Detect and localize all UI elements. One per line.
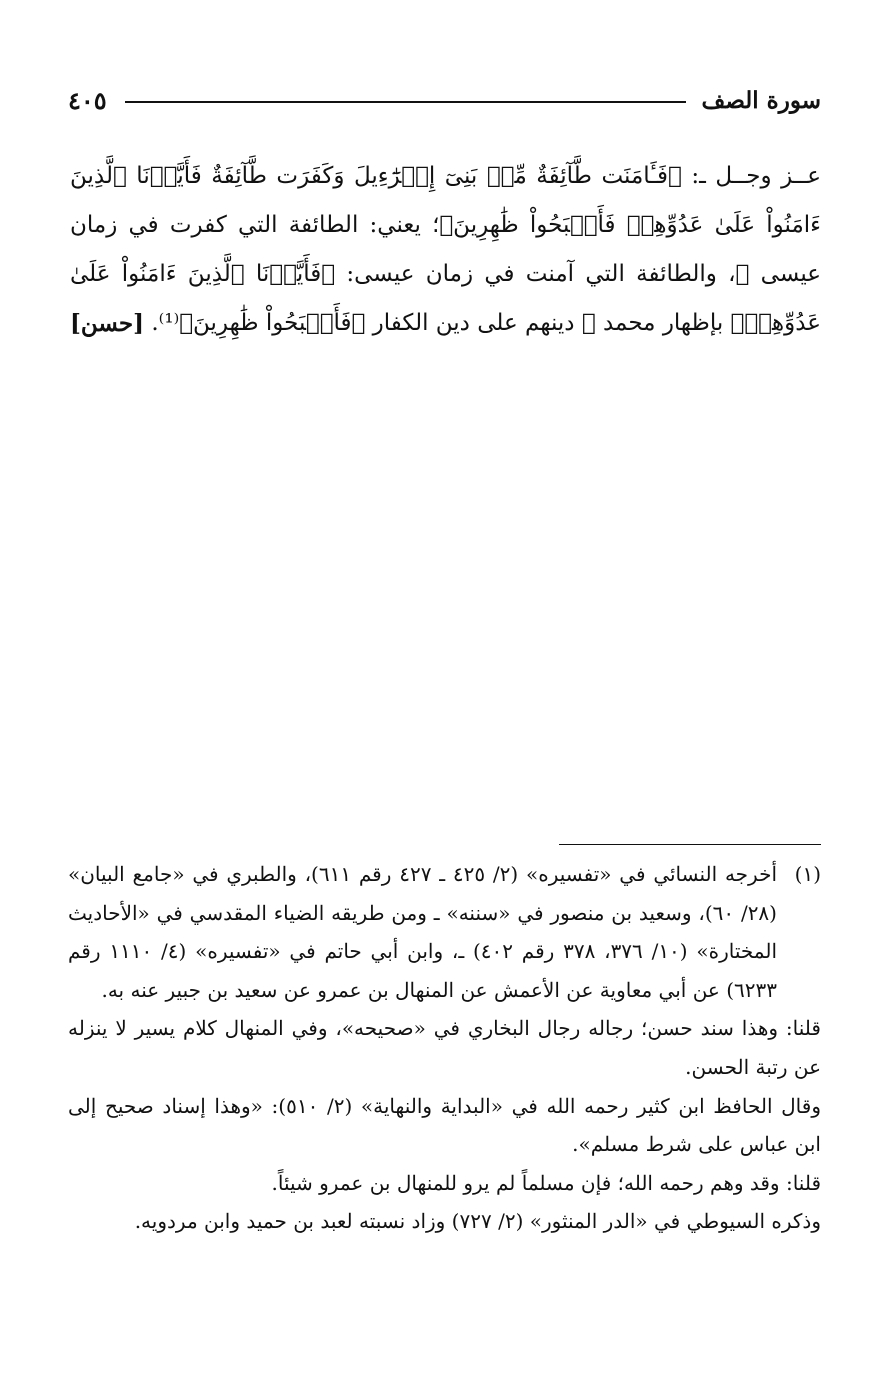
- footnote-number: (١): [794, 862, 821, 886]
- footnotes: [68, 855, 821, 1241]
- grade-label: [حسن]: [70, 310, 145, 337]
- footnote-1: [68, 855, 821, 1009]
- footnote-line: قلنا: وقد وهم رحمه الله؛ فإن مسلماً لم يرو للمنهال بن عمرو شيئاً.: [271, 1170, 821, 1195]
- main-paragraph: [70, 152, 821, 348]
- footnote-body: [68, 855, 777, 1009]
- footnote-separator: [559, 844, 821, 845]
- header-rule: [125, 101, 686, 103]
- surah-title: سورة الصف: [701, 86, 821, 114]
- footnote-line: قلنا: وهذا سند حسن؛ رجاله رجال البخاري في «صحيحه»، وفي المنهال كلام يسير لا ينزله عن رتبة الحسن.: [68, 1016, 821, 1079]
- footnote-line: وقال الحافظ ابن كثير رحمه الله في «البداية والنهاية» (٢/ ٥١٠): «وهذا إسناد صحيح إلى ابن عباس على شرط مسلم».: [68, 1093, 821, 1157]
- main-text: [70, 152, 821, 348]
- footnote-line: وذكره السيوطي في «الدر المنثور» (٢/ ٧٢٧) وزاد نسبته لعبد بن حميد وابن مردويه.: [134, 1209, 821, 1234]
- main-paragraph-text: عــز وجــل ـ: ﴿فَـَٔامَنَت طَّآئِفَةٌ مِّنۢ بَنِىٓ إِسۡرَٰٓءِيلَ وَكَفَرَت طَّآئِفَةٌ فَأَيَّدۡنَا ٱلَّذِينَ ءَامَنُواْ عَلَىٰ عَدُوِّهِمۡ فَأَصۡبَحُواْ ظَٰهِرِينَ﴾؛ يعني: الطائفة التي كفرت في زمان عيسى ﷺ، والطائفة التي آمنت في زمان عيسى: ﴿فَأَيَّدۡنَا ٱلَّذِينَ ءَامَنُواْ عَلَىٰ عَدُوِّهِمۡ﴾ بإظهار محمد ﷺ دينهم على دين الكفار ﴿فَأَصۡبَحُواْ ظَٰهِرِينَ﴾⁽¹⁾.: [70, 163, 821, 336]
- page-number: ٤٠٥: [68, 85, 107, 115]
- page-header: [68, 82, 821, 118]
- footnote-line: أخرجه النسائي في «تفسيره» (٢/ ٤٢٥ ـ ٤٢٧ رقم ٦١١)، والطبري في «جامع البيان» (٢٨/ ٦٠)، وسعيد بن منصور في «سننه» ـ ومن طريقه الضياء المقدسي في «الأحاديث المختارة» (١٠/ ٣٧٦، ٣٧٨ رقم ٤٠٢) ـ، وابن أبي حاتم في «تفسيره» (٤/ ١١١٠ رقم ٦٢٣٣) عن أبي معاوية عن الأعمش عن المنهال بن عمرو عن سعيد بن جبير عنه به.: [68, 862, 778, 1002]
